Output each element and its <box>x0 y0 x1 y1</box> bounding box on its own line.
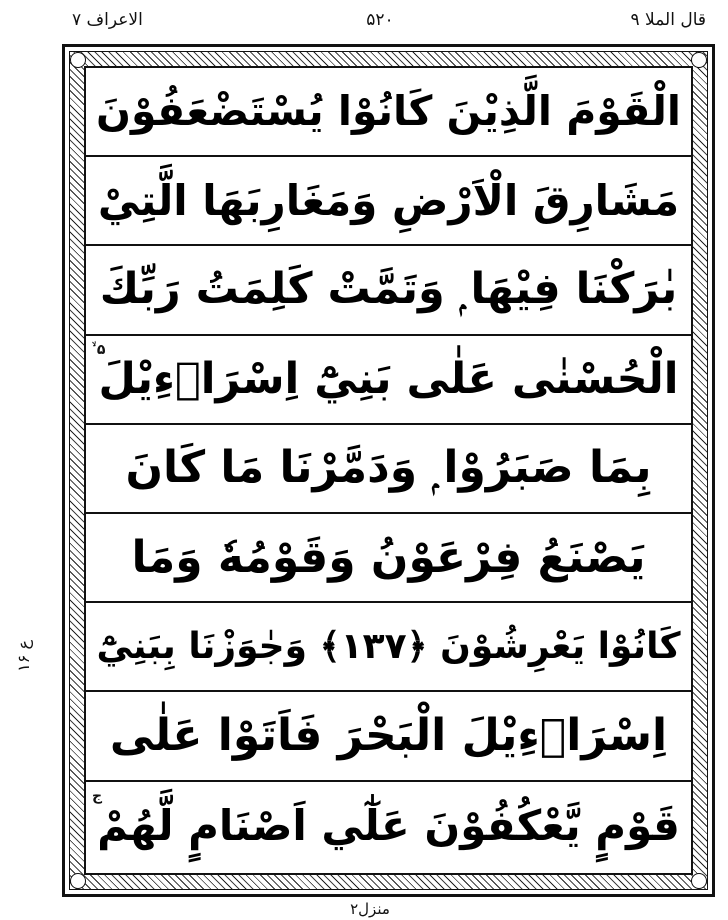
page-frame <box>62 44 715 897</box>
verse-line <box>86 603 691 692</box>
surah-name: الاعراف ۷ <box>72 10 143 30</box>
verse-text: كَانُوْا يَعْرِشُوْنَ ﴿۱۳۷﴾ وَجٰوَزْنَا بِبَنِيْٓ <box>96 625 681 667</box>
waqf-marker: ج <box>92 787 103 804</box>
verse-line <box>86 157 691 246</box>
verse-line <box>86 336 691 425</box>
page-header <box>0 0 728 44</box>
verse-text: بٰرَكْنَا فِيْهَا ۭ وَتَمَّتْ كَلِمَتُ رَبِّكَ <box>99 264 678 315</box>
waqf-marker: ۙ ۵ <box>92 341 106 358</box>
verse-lines <box>86 68 691 873</box>
para-name: قال الملا ۹ <box>630 10 706 30</box>
verse-text: بِمَا صَبَرُوْا ۭ وَدَمَّرْنَا مَا كَانَ <box>125 442 652 494</box>
corner-ornament-icon <box>691 52 707 68</box>
verse-line <box>86 514 691 603</box>
page-number: ۵۲۰ <box>366 10 394 30</box>
verse-text: الْقَوْمَ الَّذِيْنَ كَانُوْا يُسْتَضْعَفُوْنَ <box>96 87 681 136</box>
ruku-marker: ع ۱۶ <box>14 640 33 672</box>
verse-text: مَشَارِقَ الْاَرْضِ وَمَغَارِبَهَا الَّتِيْ <box>97 175 680 225</box>
corner-ornament-icon <box>691 873 707 889</box>
decorative-border <box>69 51 708 890</box>
verse-line <box>86 782 691 871</box>
verse-text: قَوْمٍ يَّعْكُفُوْنَ عَلٰٓي اَصْنَامٍ لَّهُمْ <box>97 801 680 851</box>
verse-line <box>86 68 691 157</box>
text-panel <box>84 66 693 875</box>
verse-line <box>86 692 691 781</box>
verse-text: اِسْرَاۗءِيْلَ الْبَحْرَ فَاَتَوْا عَلٰى <box>109 709 668 761</box>
verse-line <box>86 246 691 335</box>
verse-text: يَصْنَعُ فِرْعَوْنُ وَقَوْمُهٗ وَمَا <box>131 531 646 583</box>
manzil-label: منزل۲ <box>350 900 390 918</box>
verse-line <box>86 425 691 514</box>
verse-text: الْحُسْنٰى عَلٰى بَنِيْٓ اِسْرَاۗءِيْلَ <box>98 353 679 404</box>
corner-ornament-icon <box>70 873 86 889</box>
